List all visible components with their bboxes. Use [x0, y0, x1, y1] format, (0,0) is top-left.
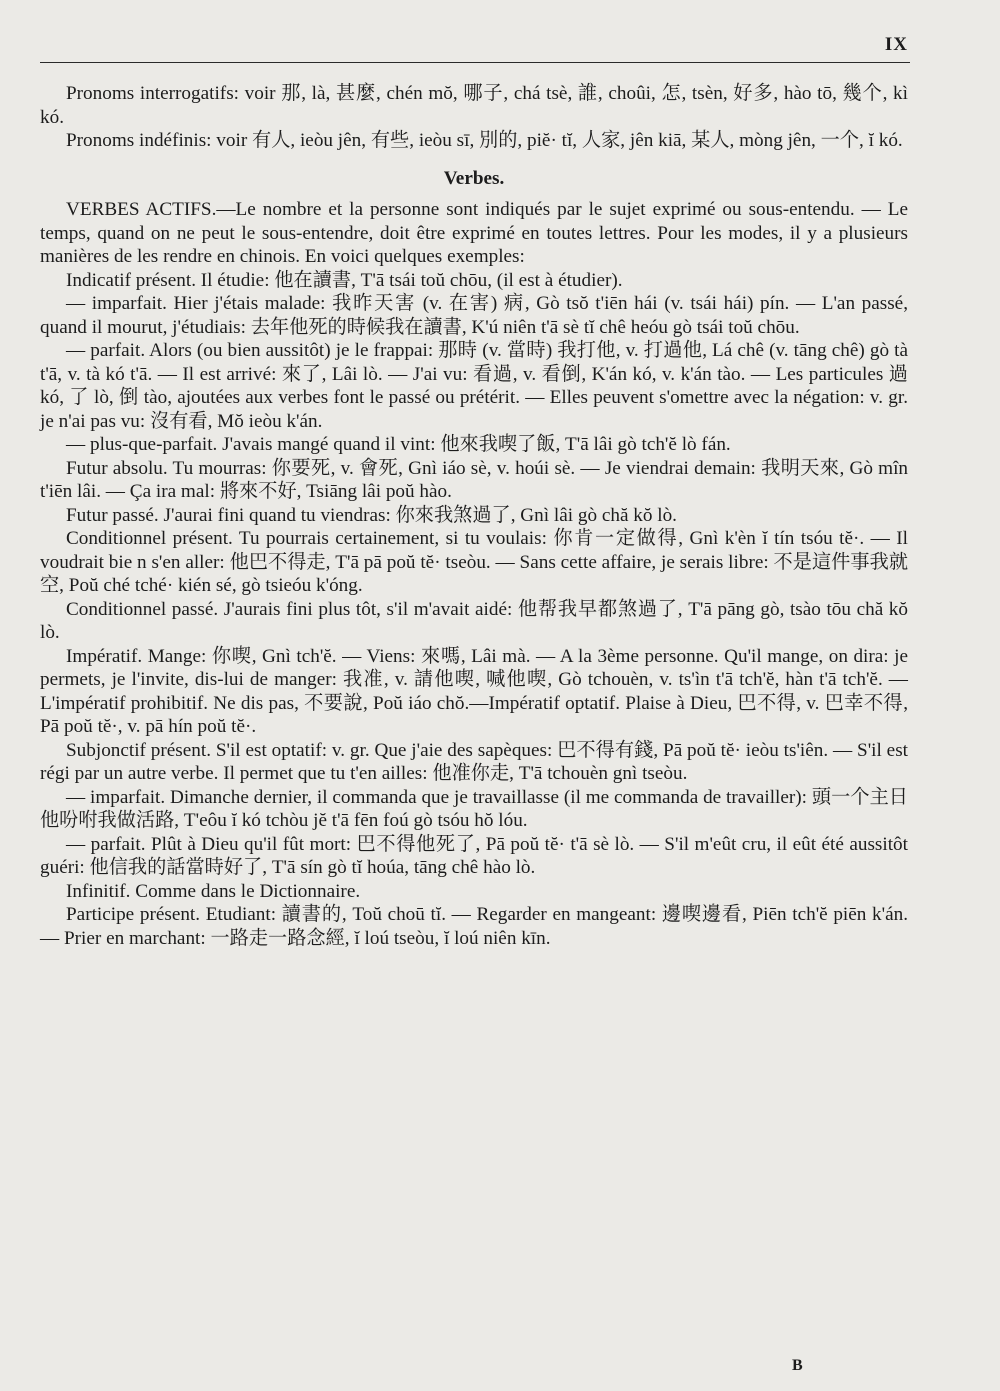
section-heading: Verbes. [443, 167, 505, 189]
paragraph-pronoms-indefinis: Pronoms indéfinis: voir 有人, ieòu jên, 有些, ieòu sī, 別的, piĕ· tĭ, 人家, jên kiā, 某人, mòng jên, 一个, ĭ kó. [66, 130, 903, 151]
page-number: IX [884, 34, 908, 55]
paragraph-indicatif-present: Indicatif présent. Il étudie: 他在讀書, T'ā tsái toŭ chōu, (il est à étudier). [66, 269, 623, 291]
paragraph-conditionnel-present: Conditionnel présent. Tu pourrais certainement, si tu voulais: 你肯一定做得, Gnì k'èn ĭ tín tsóu tĕ·. — Il voudrait bie n s'en aller: 他巴不得走, T'ā pā poŭ tĕ· tseòu. — Sans cette affaire, je serais libre: 不是這件事我就空, Poŭ ché tché· kién sé, gò tsieóu k'óng. [40, 528, 908, 596]
paragraph-infinitif: Infinitif. Comme dans le Dictionnaire. [66, 880, 361, 902]
paragraph-parfait: — parfait. Alors (ou bien aussitôt) je le frappai: 那時 (v. 當時) 我打他, v. 打過他, Lá chê (v. tāng chê) gò tà t'ā, v. tà kó t'ā. — Il est arrivé: 來了, Lâi lò. — J'ai vu: 看過, v. 看倒, K'án kó, v. k'án tào. — Les particules 過 kó, 了 lò, 倒 tào, ajoutées aux verbes font le passé ou prétérit. — Elles peuvent s'omettre avec la négation: v. gr. je n'ai pas vu: 沒有看, Mŏ ieòu k'án. [40, 340, 908, 432]
paragraph-imperatif: Impératif. Mange: 你喫, Gnì tch'ĕ. — Viens: 來嗎, Lâi mà. — A la 3ème personne. Qu'il mange, on dira: je permets, je l'invite, dis-lui de manger: 我准, v. 請他喫, 喊他喫, Gò tchouèn, v. ts'ìn t'ā tch'ĕ, hàn t'ā tch'ĕ. — L'impératif prohibitif. Ne dis pas, 不要說, Poŭ iáo chŏ.—Impératif optatif. Plaise à Dieu, 巴不得, v. 巴幸不得, Pā poŭ tĕ·, v. pā hín poŭ tĕ·. [40, 645, 908, 737]
paragraph-subjonctif-parfait: — parfait. Plût à Dieu qu'il fût mort: 巴不得他死了, Pā poŭ tĕ· t'ā sè lò. — S'il m'eût cru, il eût été aussitôt guéri: 他信我的話當時好了, T'ā sín gò tĭ hoúa, tāng chê hào lò. [40, 833, 908, 878]
paragraph-participe-present: Participe présent. Etudiant: 讀書的, Toŭ choū tĭ. — Regarder en mangeant: 邊喫邊看, Piēn tch'ĕ piēn k'án. — Prier en marchant: 一路走一路念經, ĭ loú tseòu, ĭ loú niên kīn. [40, 904, 908, 949]
paragraph-imparfait: — imparfait. Hier j'étais malade: 我昨天害 (v. 在害) 病, Gò tsŏ t'iēn hái (v. tsái hái) pín. — L'an passé, quand il mourut, j'étudiais: 去年他死的時候我在讀書, K'ú niên t'ā sè tĭ chê heóu gò tsái toŭ chōu. [40, 293, 908, 338]
paragraph-subjonctif-imparfait: — imparfait. Dimanche dernier, il commanda que je travaillasse (il me commanda de travailler): 頭一个主日他吩咐我做活路, T'eôu ĭ kó tchòu jĕ t'ā fēn foú gò tsóu hŏ lóu. [40, 786, 908, 831]
paragraph-subjonctif-present: Subjonctif présent. S'il est optatif: v. gr. Que j'aie des sapèques: 巴不得有錢, Pā poŭ tĕ· ieòu ts'iên. — S'il est régi par un autre verbe. Il permet que tu t'en ailles: 他准你走, T'ā tchouèn gnì tseòu. [40, 739, 908, 784]
paragraph-conditionnel-passe: Conditionnel passé. J'aurais fini plus tôt, s'il m'avait aidé: 他帮我早都煞過了, T'ā pāng gò, tsào tōu chă kŏ lò. [40, 598, 908, 643]
signature-mark: B [792, 1357, 803, 1374]
body-text [40, 82, 908, 950]
paragraph-futur-passe: Futur passé. J'aurai fini quand tu viendras: 你來我煞過了, Gnì lâi gò chă kŏ lò. [66, 504, 677, 526]
paragraph-plus-que-parfait: — plus-que-parfait. J'avais mangé quand il vint: 他來我喫了飯, T'ā lâi gò tch'ĕ lò fán. [66, 434, 731, 455]
header-rule [40, 62, 910, 63]
paragraph-pronoms-interrogatifs: Pronoms interrogatifs: voir 那, là, 甚麼, chén mŏ, 哪子, chá tsè, 誰, choûi, 怎, tsèn, 好多, hào tō, 幾个, kì kó. [40, 83, 908, 128]
paragraph-futur-absolu: Futur absolu. Tu mourras: 你要死, v. 會死, Gnì iáo sè, v. hoúi sè. — Je viendrai demain: 我明天來, Gò mîn t'iēn lâi. — Ça ira mal: 將來不好, Tsiāng lâi poŭ hào. [40, 457, 908, 502]
paragraph-verbes-actifs: VERBES ACTIFS.—Le nombre et la personne sont indiqués par le sujet exprimé ou sous-entendu. — Le temps, quand on ne peut le sous-entendre, doit être exprimé en toutes lettres. Pour les modes, il y a plusieurs manières de les rendre en chinois. En voici quelques exemples: [40, 199, 908, 267]
